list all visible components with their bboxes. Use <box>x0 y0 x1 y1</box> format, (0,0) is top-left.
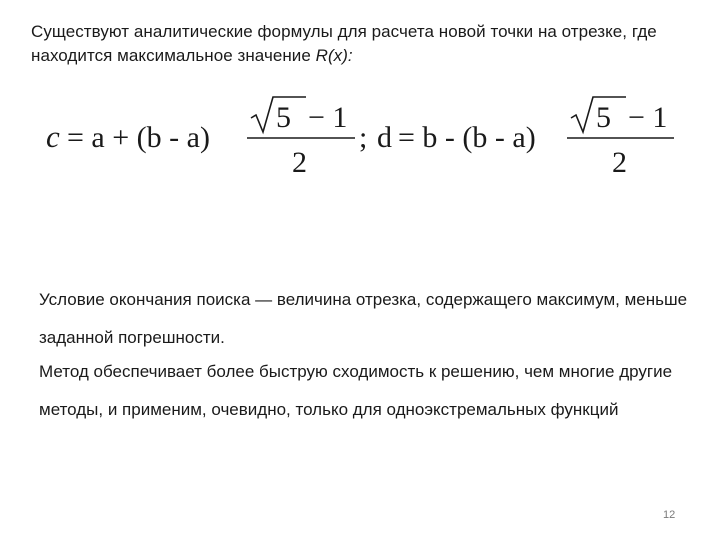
minus-one: − 1 <box>628 101 668 134</box>
formula-c-rhs: = a + (b - a) <box>67 121 210 154</box>
intro-sentence: Существуют аналитические формулы для расчета новой точки на отрезке, где находится максимальное значение <box>31 22 657 65</box>
formula-d <box>377 97 674 179</box>
formula-graphic <box>44 92 684 184</box>
denominator: 2 <box>292 146 307 179</box>
denominator: 2 <box>612 146 627 179</box>
formula-d-lhs: d <box>377 121 392 154</box>
radicand: 5 <box>596 101 611 134</box>
golden-section-formulas <box>44 92 684 189</box>
radicand: 5 <box>276 101 291 134</box>
stop-condition-paragraph: Условие окончания поиска — величина отрезка, содержащего максимум, меньше заданной погрешности. <box>39 290 688 347</box>
formula-c <box>46 97 355 179</box>
formula-c-lhs: c <box>46 119 60 154</box>
formula-separator: ; <box>359 121 368 154</box>
intro-text <box>31 20 711 68</box>
page-number: 12 <box>663 509 676 521</box>
formula-d-rhs: = b - (b - a) <box>398 121 536 154</box>
minus-one: − 1 <box>308 101 348 134</box>
method-properties-paragraph: Метод обеспечивает более быструю сходимость к решению, чем многие другие методы, и применим, очевидно, только для одноэкстремальных функций <box>39 362 673 419</box>
function-notation: R(x): <box>315 46 353 65</box>
